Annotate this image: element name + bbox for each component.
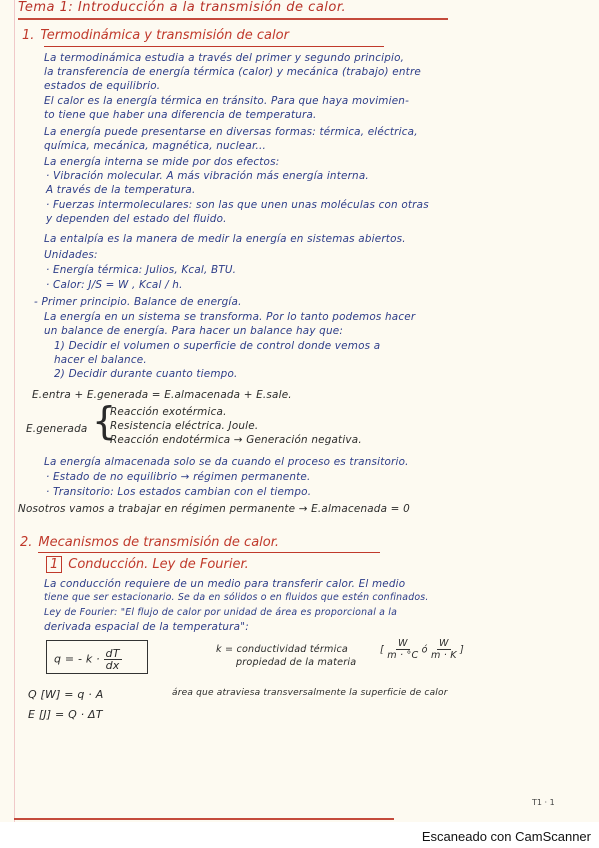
text-line: El calor es la energía térmica en tránsito. Para que haya movimien- <box>44 95 410 107</box>
text-line: y dependen del estado del fluido. <box>46 213 227 225</box>
text-line: · Transitorio: Los estados cambian con el tiempo. <box>46 486 312 498</box>
text-line: La energía en un sistema se transforma. Por lo tanto podemos hacer <box>44 311 416 323</box>
text-line: Resistencia eléctrica. Joule. <box>110 420 259 432</box>
section-2-heading: Mecanismos de transmisión de calor. <box>38 535 280 550</box>
subsection-number: 1 <box>46 556 62 573</box>
text-line: k = conductividad térmica <box>216 644 349 655</box>
formula-numerator: dT <box>105 647 120 660</box>
text-line: Nosotros vamos a trabajar en régimen permanente → E.almacenada = 0 <box>18 503 410 515</box>
energy-balance-equation: E.entra + E.generada = E.almacenada + E.sale. <box>32 389 292 401</box>
text-line: - Primer principio. Balance de energía. <box>34 296 242 308</box>
fourier-formula <box>54 648 122 671</box>
text-line: química, mecánica, magnética, nuclear... <box>44 140 266 152</box>
text-line: propiedad de la materia <box>236 657 357 668</box>
footer-line <box>14 818 394 820</box>
section-2-title <box>20 535 279 550</box>
text-line: Ley de Fourier: "El flujo de calor por unidad de área es proporcional a la <box>44 607 398 618</box>
section-1-heading: Termodinámica y transmisión de calor <box>40 28 289 43</box>
conductivity-units: [ $\frac{W}{m \cdot ^\circ C}$ ó $\frac{W}{m \cdot K}$ ] <box>380 638 464 661</box>
text-line: 1) Decidir el volumen o superficie de control donde vemos a <box>54 340 381 352</box>
text-line: un balance de energía. Para hacer un balance hay que: <box>44 325 344 337</box>
text-line: to tiene que haber una diferencia de temperatura. <box>44 109 317 121</box>
unit-or: ó <box>421 644 428 656</box>
text-line: A través de la temperatura. <box>46 184 196 196</box>
text-line: hacer el balance. <box>54 354 147 366</box>
text-line: · Estado de no equilibrio → régimen permanente. <box>46 471 311 483</box>
section-1-underline <box>44 46 384 47</box>
section-1-number: 1. <box>22 28 35 43</box>
text-line: Unidades: <box>44 249 98 261</box>
text-line: La energía almacenada solo se da cuando el proceso es transitorio. <box>44 456 409 468</box>
text-line: derivada espacial de la temperatura": <box>44 621 249 633</box>
text-line: Q [W] = q · A <box>28 688 104 701</box>
brace: { <box>92 399 117 443</box>
unit-1: $\frac{W}{m \cdot ^\circ C}$ <box>387 638 419 661</box>
margin-line <box>14 0 15 822</box>
section-1-title <box>22 28 289 43</box>
text-line: · Energía térmica: Julios, Kcal, BTU. <box>46 264 237 276</box>
formula-lhs: q = - k · <box>54 652 100 666</box>
formula-denominator: dx <box>105 659 120 672</box>
text-line: · Calor: J/S = W , Kcal / h. <box>46 279 183 291</box>
page-number: T1 · 1 <box>532 798 555 807</box>
text-line: la transferencia de energía térmica (calor) y mecánica (trabajo) entre <box>44 66 422 78</box>
formula-fraction <box>104 648 122 671</box>
scanner-watermark: Escaneado con CamScanner <box>421 829 591 844</box>
subsection-heading: Conducción. Ley de Fourier. <box>68 557 249 572</box>
text-line: Reacción endotérmica → Generación negativa. <box>110 434 362 446</box>
text-line: La energía interna se mide por dos efectos: <box>44 156 280 168</box>
text-line: La conducción requiere de un medio para transferir calor. El medio <box>44 578 406 590</box>
text-line: La entalpía es la manera de medir la energía en sistemas abiertos. <box>44 233 406 245</box>
unit-2: $\frac{W}{m \cdot K}$ <box>430 638 457 661</box>
page-header: Tema 1: Introducción a la transmisión de calor. <box>18 0 347 15</box>
text-line: · Vibración molecular. A más vibración más energía interna. <box>46 170 369 182</box>
text-line: · Fuerzas intermoleculares: son las que unen unas moléculas con otras <box>46 199 429 211</box>
subsection-title <box>46 556 249 573</box>
text-line: La energía puede presentarse en diversas formas: térmica, eléctrica, <box>44 126 418 138</box>
text-line: Reacción exotérmica. <box>110 406 227 418</box>
section-2-number: 2. <box>20 535 33 550</box>
text-line: estados de equilibrio. <box>44 80 161 92</box>
text-line: tiene que ser estacionario. Se da en sólidos o en fluidos que estén confinados. <box>44 592 429 603</box>
header-underline <box>18 18 448 20</box>
text-line: La termodinámica estudia a través del primer y segundo principio, <box>44 52 405 64</box>
text-line: E [J] = Q · ΔT <box>28 708 103 721</box>
text-line: 2) Decidir durante cuanto tiempo. <box>54 368 238 380</box>
egenerada-label: E.generada <box>26 423 88 435</box>
text-line: área que atraviesa transversalmente la superficie de calor <box>172 688 448 698</box>
section-2-underline <box>38 552 380 553</box>
